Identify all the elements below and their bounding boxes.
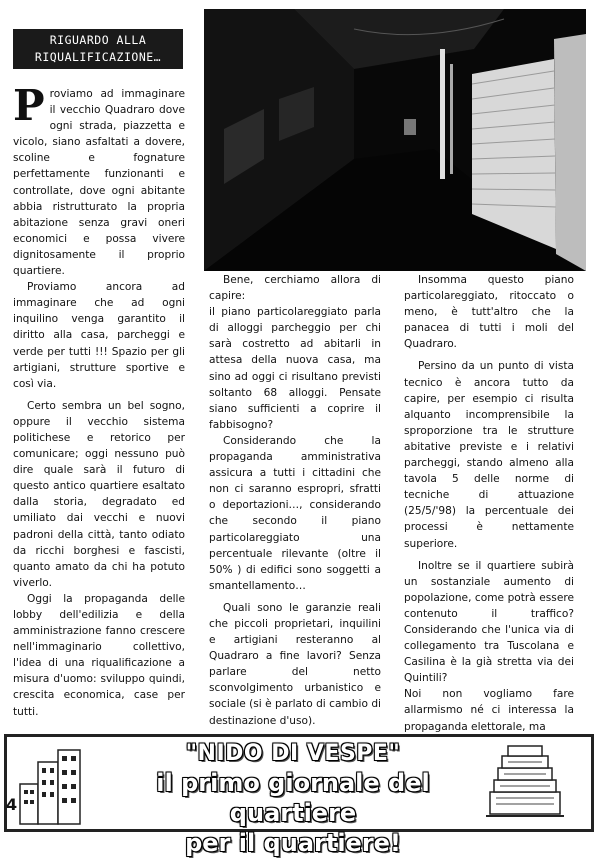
banner-subtitle-2: per il quartiere!	[185, 829, 401, 857]
paragraph: Quali sono le garanzie reali che piccoli proprietari, inquilini e artigiani resteranno al Quadraro a fine lavori? Senza parlare del netto sconvolgimento urbanistico e sociale (si è parlato di cambio di destinazione d'uso).	[209, 601, 381, 727]
street-photo	[204, 9, 586, 271]
article-column-3	[404, 272, 574, 735]
paragraph: Noi non vogliamo fare allarmismo né ci interessa la propaganda elettorale, ma	[404, 688, 574, 733]
section-title	[13, 29, 183, 69]
banner-subtitle-1: il primo giornale del quartiere	[156, 769, 430, 827]
paragraph: Persino da un punto di vista tecnico è ancora tutto da capire, per esempio ci risulta alquanto incomprensibile la sproporzione tra le strutture abitative previste e i relativi parcheggi, stando almeno alla tavola 5 delle norme di tecniche di attuazione (25/5/'98) la percentuale dei processi è nettamente superiore.	[404, 360, 574, 550]
street-photo-graphic	[204, 9, 586, 271]
paragraph: Proviamo ancora ad immaginare che ad ogni inquilino venga garantito il diritto alla casa, parcheggi e verde per tutti !!! Spazio per gli artigiani, strutture sportive e così via.	[13, 281, 185, 390]
paragraph-text: roviamo ad immaginare il vecchio Quadraro dove ogni strada, piazzetta e vicolo, siano asfaltati a dovere, scoline e fognature perfettamente funzionanti e controllate, dove ogni abitante abbia ristrutturato la propria abitazione senza gravi oneri economici e possa vivere dignitosamente il proprio quartiere.	[13, 88, 185, 278]
banner-title: "NIDO DI VESPE"	[185, 741, 401, 766]
section-title-line2: RIQUALIFICAZIONE…	[34, 50, 162, 64]
article-column-2	[209, 272, 381, 729]
paragraph: Insomma questo piano particolareggiato, ritoccato o meno, è tutt'altro che la panacea di tutti i moli del Quadraro.	[404, 274, 574, 351]
section-title-line1: RIGUARDO ALLA	[49, 33, 147, 47]
paragraph: Bene, cerchiamo allora di capire:	[209, 274, 381, 303]
drop-cap: P	[13, 81, 45, 130]
paragraph: Inoltre se il quartiere subirà un sostanziale aumento di popolazione, come potrà essere contenuto il traffico? Considerando che l'unica via di collegamento tra Tuscolana e Casilina è la già stretta via dei Quintili?	[404, 559, 574, 685]
buildings-illustration-icon	[16, 744, 86, 828]
paragraph	[13, 81, 185, 279]
paragraph: il piano particolareggiato parla di alloggi parcheggio per chi sarà costretto ad abitarli in attesa della nuova casa, ma sino ad oggi ci risultano previsti soltanto 68 alloggi. Pensate siano sufficienti a coprire il fabbisogno?	[209, 306, 381, 431]
paragraph: Certo sembra un bel sogno, oppure il vecchio sistema politichese e retorico per comunicare; oggi nessuno può dire quale sarà il futuro di questo antico quartiere esaltato dalla storia, degradato ed umiliato dai vecchi e nuovi padroni della città, tanto odiato da ricchi borghesi e fascisti, quanto amato da chi ha potuto viverlo.	[13, 399, 185, 589]
paragraph: Considerando che la propaganda amministrativa assicura a tutti i cittadini che non ci saranno espropri, sfratti o deportazioni…, considerando che secondo il piano particolareggiato una percentuale rilevante (oltre il 50% ) di edifici sono soggetti a smantellamento…	[209, 434, 381, 592]
newspaper-stack-illustration-icon	[480, 742, 570, 820]
banner-slogan	[103, 739, 483, 858]
page-number: 4	[6, 795, 18, 814]
paragraph: Oggi la propaganda delle lobby dell'edilizia e della amministrazione fanno crescere nell'immaginario collettivo, l'idea di una riqualificazione a misura d'uomo: sviluppo quindi, crescita economica, case per tutti.	[13, 592, 185, 718]
article-column-1	[13, 81, 185, 720]
